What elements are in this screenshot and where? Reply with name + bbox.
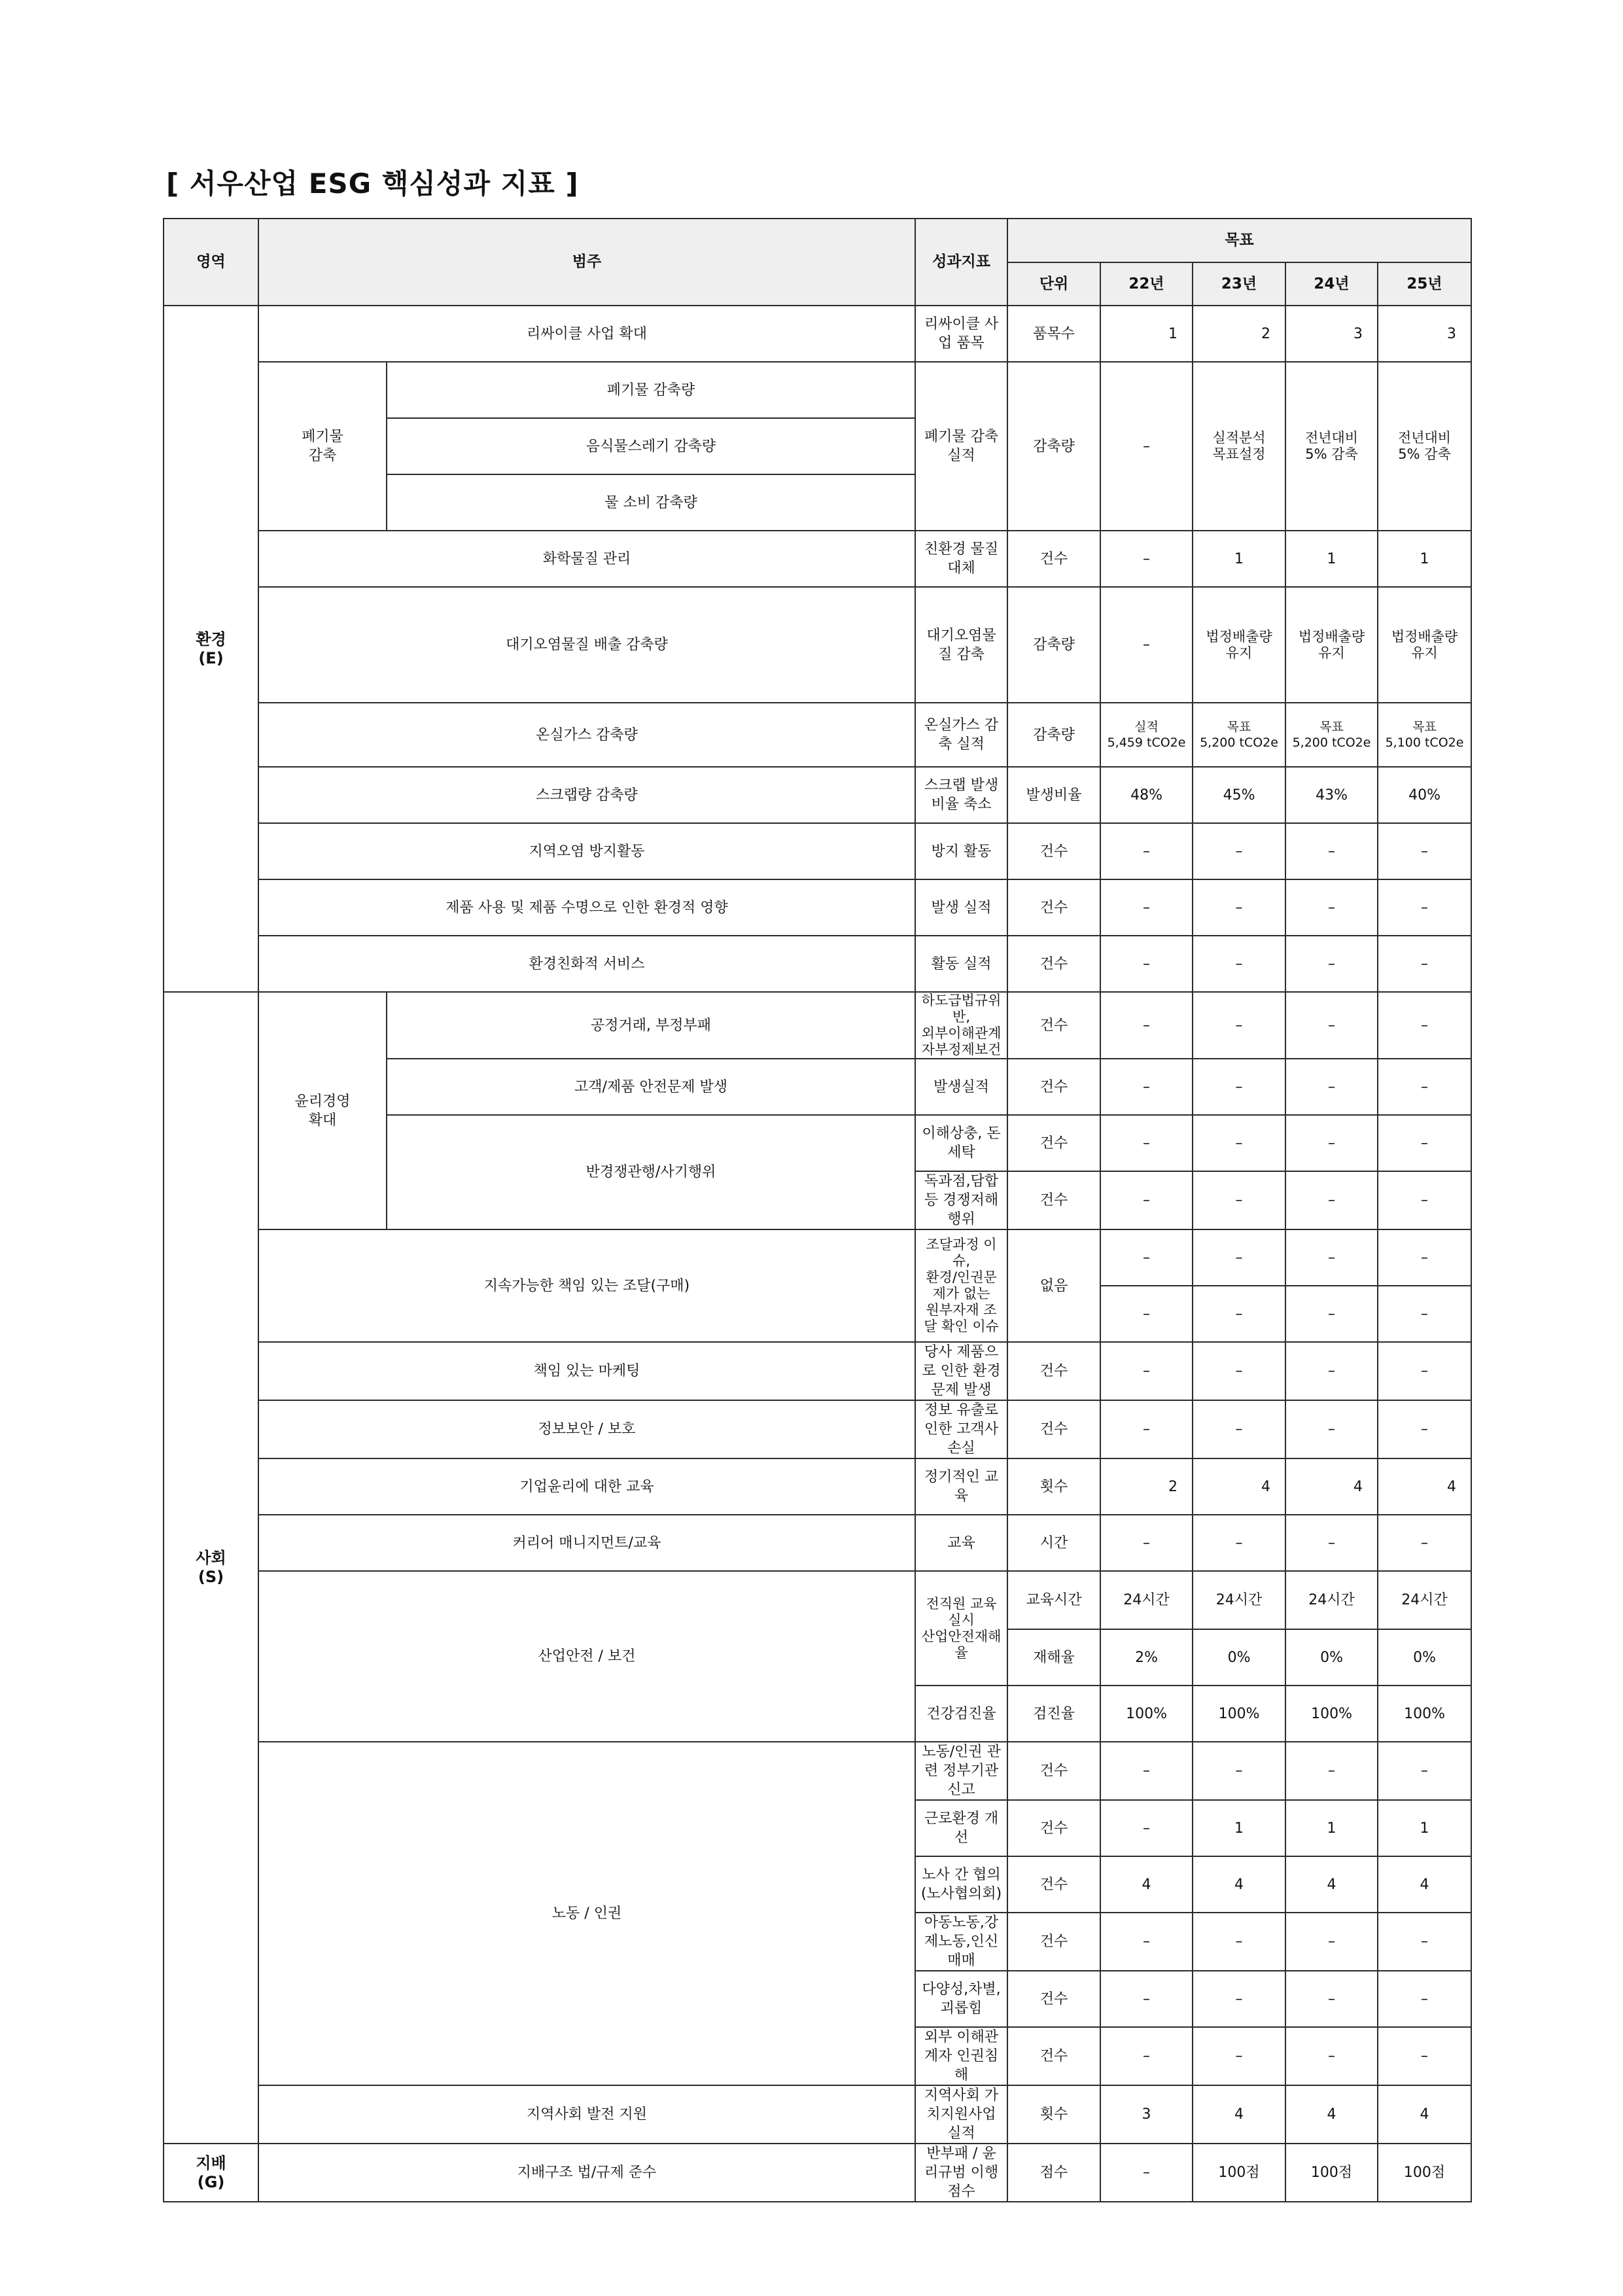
category-cell: 화학물질 관리: [258, 531, 915, 587]
sub-category-cell: 폐기물 감축량: [387, 362, 915, 418]
target-value-25년: –: [1378, 1515, 1471, 1571]
unit-cell: 건수: [1007, 1913, 1100, 1971]
target-value-25년: –: [1378, 1342, 1471, 1400]
target-value-24년: –: [1285, 1742, 1378, 1800]
target-value-22년: –: [1100, 1913, 1193, 1971]
target-value-22년: 2%: [1100, 1629, 1193, 1686]
category-group-cell: 윤리경영 확대: [258, 992, 387, 1229]
unit-cell: 건수: [1007, 1115, 1100, 1171]
target-value-24년: 4: [1285, 2085, 1378, 2144]
target-value-24년: –: [1285, 1059, 1378, 1115]
kpi-cell: 반부패 / 윤리규범 이행 점수: [915, 2144, 1007, 2202]
target-value-24년: 목표 5,200 tCO2e: [1285, 703, 1378, 767]
kpi-cell: 건강검진율: [915, 1686, 1007, 1742]
target-value-22년: –: [1100, 1286, 1193, 1342]
unit-cell: 횟수: [1007, 1458, 1100, 1515]
target-value-23년: –: [1193, 1286, 1285, 1342]
kpi-cell: 근로환경 개선: [915, 1800, 1007, 1856]
category-cell: 책임 있는 마케팅: [258, 1342, 915, 1400]
target-value-25년: 100점: [1378, 2144, 1471, 2202]
target-value-25년: –: [1378, 936, 1471, 992]
sub-category-cell: 공정거래, 부정부패: [387, 992, 915, 1059]
target-value-22년: –: [1100, 1059, 1193, 1115]
header-year: 22년: [1100, 262, 1193, 306]
target-value-23년: 2: [1193, 306, 1285, 362]
unit-cell: 건수: [1007, 879, 1100, 936]
category-cell: 제품 사용 및 제품 수명으로 인한 환경적 영향: [258, 879, 915, 936]
target-value-23년: 실적분석 목표설정: [1193, 362, 1285, 531]
target-value-24년: –: [1285, 992, 1378, 1059]
target-value-22년: –: [1100, 1229, 1193, 1286]
sub-category-cell: 반경쟁관행/사기행위: [387, 1115, 915, 1229]
kpi-cell: 조달과정 이슈, 환경/인권문제가 없는 원부자재 조달 확인 이슈: [915, 1229, 1007, 1342]
target-value-22년: –: [1100, 1400, 1193, 1458]
target-value-23년: –: [1193, 1913, 1285, 1971]
kpi-cell: 방지 활동: [915, 823, 1007, 879]
kpi-cell: 노동/인권 관련 정부기관 신고: [915, 1742, 1007, 1800]
kpi-cell: 당사 제품으로 인한 환경문제 발생: [915, 1342, 1007, 1400]
target-value-24년: 전년대비 5% 감축: [1285, 362, 1378, 531]
category-cell: 산업안전 / 보건: [258, 1571, 915, 1742]
target-value-25년: 목표 5,100 tCO2e: [1378, 703, 1471, 767]
target-value-22년: –: [1100, 823, 1193, 879]
header-kpi: 성과지표: [915, 219, 1007, 306]
target-value-23년: –: [1193, 1742, 1285, 1800]
target-value-24년: –: [1285, 1515, 1378, 1571]
target-value-24년: –: [1285, 1286, 1378, 1342]
kpi-cell: 외부 이해관계자 인권침해: [915, 2027, 1007, 2085]
header-year: 23년: [1193, 262, 1285, 306]
kpi-cell: 독과점,담합등 경쟁저해행위: [915, 1171, 1007, 1229]
kpi-cell: 노사 간 협의(노사협의회): [915, 1856, 1007, 1913]
target-value-23년: 1: [1193, 1800, 1285, 1856]
kpi-cell: 발생 실적: [915, 879, 1007, 936]
esg-kpi-table: [163, 218, 1472, 2202]
header-category: 범주: [258, 219, 915, 306]
target-value-22년: 48%: [1100, 767, 1193, 823]
category-cell: 지역사회 발전 지원: [258, 2085, 915, 2144]
target-value-23년: –: [1193, 1971, 1285, 2027]
target-value-25년: –: [1378, 1400, 1471, 1458]
kpi-cell: 활동 실적: [915, 936, 1007, 992]
target-value-22년: –: [1100, 362, 1193, 531]
target-value-25년: 1: [1378, 1800, 1471, 1856]
target-value-24년: 4: [1285, 1458, 1378, 1515]
target-value-24년: –: [1285, 1913, 1378, 1971]
target-value-25년: 40%: [1378, 767, 1471, 823]
target-value-22년: –: [1100, 2144, 1193, 2202]
target-value-25년: 1: [1378, 531, 1471, 587]
kpi-cell: 지역사회 가치지원사업 실적: [915, 2085, 1007, 2144]
category-cell: 기업윤리에 대한 교육: [258, 1458, 915, 1515]
target-value-24년: –: [1285, 879, 1378, 936]
kpi-cell: 정기적인 교육: [915, 1458, 1007, 1515]
category-cell: 대기오염물질 배출 감축량: [258, 587, 915, 703]
sub-category-cell: 물 소비 감축량: [387, 474, 915, 531]
category-cell: 리싸이클 사업 확대: [258, 306, 915, 362]
target-value-23년: 0%: [1193, 1629, 1285, 1686]
unit-cell: 건수: [1007, 1742, 1100, 1800]
unit-cell: 건수: [1007, 823, 1100, 879]
target-value-23년: –: [1193, 1229, 1285, 1286]
target-value-24년: 100점: [1285, 2144, 1378, 2202]
target-value-22년: 4: [1100, 1856, 1193, 1913]
category-cell: 노동 / 인권: [258, 1742, 915, 2085]
target-value-23년: 법정배출량 유지: [1193, 587, 1285, 703]
target-value-25년: 0%: [1378, 1629, 1471, 1686]
kpi-cell: 아동노동,강제노동,인신매매: [915, 1913, 1007, 1971]
unit-cell: 건수: [1007, 1800, 1100, 1856]
target-value-23년: –: [1193, 1059, 1285, 1115]
unit-cell: 건수: [1007, 2027, 1100, 2085]
category-group-cell: 폐기물 감축: [258, 362, 387, 531]
target-value-22년: –: [1100, 1171, 1193, 1229]
target-value-25년: 4: [1378, 2085, 1471, 2144]
header-unit: 단위: [1007, 262, 1100, 306]
kpi-cell: 온실가스 감축 실적: [915, 703, 1007, 767]
document-title: [ 서우산업 ESG 핵심성과 지표 ]: [166, 168, 579, 200]
target-value-24년: 100%: [1285, 1686, 1378, 1742]
target-value-22년: –: [1100, 1115, 1193, 1171]
kpi-cell: 친환경 물질 대체: [915, 531, 1007, 587]
target-value-22년: –: [1100, 1971, 1193, 2027]
category-cell: 지역오염 방지활동: [258, 823, 915, 879]
target-value-25년: –: [1378, 1115, 1471, 1171]
category-cell: 환경친화적 서비스: [258, 936, 915, 992]
target-value-22년: 24시간: [1100, 1571, 1193, 1629]
target-value-23년: 100%: [1193, 1686, 1285, 1742]
target-value-24년: 1: [1285, 1800, 1378, 1856]
target-value-22년: –: [1100, 936, 1193, 992]
kpi-cell: 대기오염물질 감축: [915, 587, 1007, 703]
sub-category-cell: 고객/제품 안전문제 발생: [387, 1059, 915, 1115]
unit-cell: 건수: [1007, 1856, 1100, 1913]
unit-cell: 건수: [1007, 1971, 1100, 2027]
target-value-24년: –: [1285, 2027, 1378, 2085]
target-value-25년: –: [1378, 879, 1471, 936]
target-value-22년: –: [1100, 587, 1193, 703]
area-social: 사회 (S): [164, 992, 258, 2144]
target-value-25년: 법정배출량 유지: [1378, 587, 1471, 703]
target-value-23년: –: [1193, 2027, 1285, 2085]
target-value-22년: 실적 5,459 tCO2e: [1100, 703, 1193, 767]
target-value-24년: –: [1285, 1342, 1378, 1400]
target-value-22년: –: [1100, 531, 1193, 587]
target-value-23년: –: [1193, 1400, 1285, 1458]
target-value-24년: 4: [1285, 1856, 1378, 1913]
unit-cell: 건수: [1007, 1400, 1100, 1458]
target-value-24년: 43%: [1285, 767, 1378, 823]
target-value-23년: 100점: [1193, 2144, 1285, 2202]
target-value-23년: –: [1193, 1171, 1285, 1229]
unit-cell: 점수: [1007, 2144, 1100, 2202]
header-year: 25년: [1378, 262, 1471, 306]
target-value-22년: –: [1100, 1515, 1193, 1571]
target-value-23년: 1: [1193, 531, 1285, 587]
category-cell: 커리어 매니지먼트/교육: [258, 1515, 915, 1571]
target-value-22년: –: [1100, 992, 1193, 1059]
target-value-22년: 100%: [1100, 1686, 1193, 1742]
category-cell: 온실가스 감축량: [258, 703, 915, 767]
target-value-23년: 24시간: [1193, 1571, 1285, 1629]
target-value-22년: –: [1100, 1742, 1193, 1800]
unit-cell: 품목수: [1007, 306, 1100, 362]
unit-cell: 시간: [1007, 1515, 1100, 1571]
target-value-25년: –: [1378, 2027, 1471, 2085]
target-value-22년: –: [1100, 1342, 1193, 1400]
target-value-25년: –: [1378, 1286, 1471, 1342]
target-value-23년: –: [1193, 1342, 1285, 1400]
kpi-cell: 이해상충, 돈세탁: [915, 1115, 1007, 1171]
target-value-24년: 1: [1285, 531, 1378, 587]
target-value-24년: –: [1285, 1115, 1378, 1171]
target-value-22년: –: [1100, 1800, 1193, 1856]
unit-cell: 재해율: [1007, 1629, 1100, 1686]
target-value-22년: –: [1100, 2027, 1193, 2085]
header-year: 24년: [1285, 262, 1378, 306]
target-value-23년: 45%: [1193, 767, 1285, 823]
target-value-25년: 3: [1378, 306, 1471, 362]
unit-cell: 교육시간: [1007, 1571, 1100, 1629]
target-value-25년: 전년대비 5% 감축: [1378, 362, 1471, 531]
unit-cell: 감축량: [1007, 362, 1100, 531]
target-value-23년: 4: [1193, 2085, 1285, 2144]
target-value-23년: –: [1193, 823, 1285, 879]
target-value-22년: –: [1100, 879, 1193, 936]
target-value-24년: 0%: [1285, 1629, 1378, 1686]
target-value-24년: 24시간: [1285, 1571, 1378, 1629]
target-value-25년: –: [1378, 1229, 1471, 1286]
kpi-cell: 하도급법규위반, 외부이해관계자부정제보건: [915, 992, 1007, 1059]
target-value-23년: –: [1193, 1115, 1285, 1171]
category-cell: 지속가능한 책임 있는 조달(구매): [258, 1229, 915, 1342]
unit-cell: 건수: [1007, 992, 1100, 1059]
target-value-23년: –: [1193, 936, 1285, 992]
category-cell: 지배구조 법/규제 준수: [258, 2144, 915, 2202]
target-value-23년: –: [1193, 1515, 1285, 1571]
kpi-cell: 정보 유출로 인한 고객사 손실: [915, 1400, 1007, 1458]
target-value-25년: 100%: [1378, 1686, 1471, 1742]
target-value-24년: –: [1285, 1971, 1378, 2027]
target-value-23년: 4: [1193, 1856, 1285, 1913]
target-value-25년: –: [1378, 1059, 1471, 1115]
kpi-cell: 전직원 교육실시 산업안전재해율: [915, 1571, 1007, 1686]
area-environment: 환경 (E): [164, 306, 258, 992]
target-value-25년: –: [1378, 992, 1471, 1059]
unit-cell: 발생비율: [1007, 767, 1100, 823]
unit-cell: 없음: [1007, 1229, 1100, 1342]
category-cell: 스크랩량 감축량: [258, 767, 915, 823]
target-value-24년: 법정배출량 유지: [1285, 587, 1378, 703]
unit-cell: 검진율: [1007, 1686, 1100, 1742]
kpi-cell: 발생실적: [915, 1059, 1007, 1115]
target-value-22년: 3: [1100, 2085, 1193, 2144]
target-value-25년: 24시간: [1378, 1571, 1471, 1629]
category-cell: 정보보안 / 보호: [258, 1400, 915, 1458]
unit-cell: 건수: [1007, 531, 1100, 587]
target-value-22년: 2: [1100, 1458, 1193, 1515]
kpi-cell: 교육: [915, 1515, 1007, 1571]
target-value-25년: –: [1378, 823, 1471, 879]
sub-category-cell: 음식물스레기 감축량: [387, 418, 915, 474]
unit-cell: 감축량: [1007, 703, 1100, 767]
unit-cell: 횟수: [1007, 2085, 1100, 2144]
target-value-25년: –: [1378, 1171, 1471, 1229]
target-value-22년: 1: [1100, 306, 1193, 362]
header-target: 목표: [1007, 219, 1471, 262]
unit-cell: 건수: [1007, 1059, 1100, 1115]
target-value-24년: –: [1285, 1229, 1378, 1286]
target-value-24년: –: [1285, 1171, 1378, 1229]
target-value-24년: –: [1285, 1400, 1378, 1458]
target-value-23년: 목표 5,200 tCO2e: [1193, 703, 1285, 767]
target-value-24년: –: [1285, 936, 1378, 992]
unit-cell: 건수: [1007, 1342, 1100, 1400]
unit-cell: 건수: [1007, 936, 1100, 992]
target-value-24년: –: [1285, 823, 1378, 879]
kpi-cell: 리싸이클 사업 품목: [915, 306, 1007, 362]
area-governance: 지배 (G): [164, 2144, 258, 2202]
target-value-24년: 3: [1285, 306, 1378, 362]
kpi-cell: 다양성,차별,괴롭힘: [915, 1971, 1007, 2027]
unit-cell: 건수: [1007, 1171, 1100, 1229]
kpi-cell: 스크랩 발생 비율 축소: [915, 767, 1007, 823]
kpi-cell: 폐기물 감축 실적: [915, 362, 1007, 531]
target-value-25년: –: [1378, 1913, 1471, 1971]
target-value-25년: 4: [1378, 1856, 1471, 1913]
target-value-25년: –: [1378, 1742, 1471, 1800]
header-area: 영역: [164, 219, 258, 306]
target-value-25년: 4: [1378, 1458, 1471, 1515]
target-value-23년: –: [1193, 879, 1285, 936]
unit-cell: 감축량: [1007, 587, 1100, 703]
target-value-25년: –: [1378, 1971, 1471, 2027]
target-value-23년: 4: [1193, 1458, 1285, 1515]
target-value-23년: –: [1193, 992, 1285, 1059]
